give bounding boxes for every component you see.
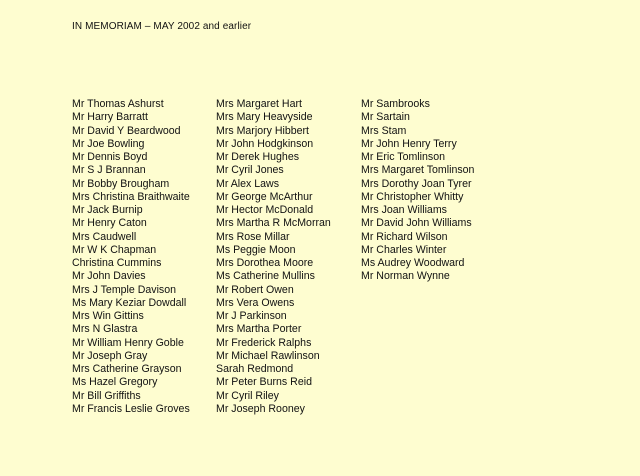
memorial-name: Mr Cyril Riley xyxy=(216,389,279,402)
memorial-name: Mr Frederick Ralphs xyxy=(216,336,312,349)
memorial-name: Mr Richard Wilson xyxy=(361,230,448,243)
memorial-name: Mr Peter Burns Reid xyxy=(216,376,312,389)
memorial-name: Mr Charles Winter xyxy=(361,243,447,256)
memorial-name: Mr Joseph Rooney xyxy=(216,402,305,415)
memorial-name: Mr William Henry Goble xyxy=(72,336,184,349)
memorial-name: Mr David Y Beardwood xyxy=(72,124,181,137)
memorial-name: Ms Peggie Moon xyxy=(216,243,296,256)
memorial-name: Mr David John Williams xyxy=(361,217,472,230)
memorial-name: Mr Robert Owen xyxy=(216,283,294,296)
memorial-name: Mr Harry Barratt xyxy=(72,111,148,124)
memorial-name: Mr Cyril Jones xyxy=(216,164,284,177)
name-column-3 xyxy=(361,98,474,284)
memorial-name: Mr W K Chapman xyxy=(72,243,157,256)
memorial-name: Mr Michael Rawlinson xyxy=(216,349,320,362)
memorial-name: Mr Sambrooks xyxy=(361,98,430,110)
memorial-name: Mr Jack Burnip xyxy=(72,204,143,216)
memorial-name: Mrs Rose Millar xyxy=(216,230,290,243)
memorial-name: Mr Eric Tomlinson xyxy=(361,151,445,163)
memorial-name: Mrs Dorothea Moore xyxy=(216,257,314,269)
memorial-name: Mrs N Glastra xyxy=(72,323,138,336)
memorial-name: Mrs Christina Braithwaite xyxy=(72,190,190,203)
name-column-2 xyxy=(216,98,331,416)
memorial-name: Mrs Margaret Hart xyxy=(216,98,302,110)
memorial-name: Mrs Stam xyxy=(361,124,407,137)
name-column-1 xyxy=(72,98,190,416)
memorial-name: Mr Henry Caton xyxy=(72,217,147,230)
memorial-name: Ms Audrey Woodward xyxy=(361,257,465,269)
memorial-name: Mrs Martha Porter xyxy=(216,323,302,336)
memorial-name: Mrs Caudwell xyxy=(72,230,137,243)
memorial-name: Mr J Parkinson xyxy=(216,310,287,322)
memorial-name: Christina Cummins xyxy=(72,257,162,269)
memorial-name: Mrs Joan Williams xyxy=(361,204,447,216)
memorial-name: Mr Bill Griffiths xyxy=(72,389,141,402)
memorial-name: Sarah Redmond xyxy=(216,363,294,375)
page-title: IN MEMORIAM – MAY 2002 and earlier xyxy=(72,21,252,32)
memorial-name: Ms Catherine Mullins xyxy=(216,270,315,283)
memorial-name: Mr Thomas Ashurst xyxy=(72,98,164,110)
memorial-name: Ms Hazel Gregory xyxy=(72,376,158,389)
memorial-name: Mrs Mary Heavyside xyxy=(216,111,313,124)
memorial-name: Mrs J Temple Davison xyxy=(72,283,177,296)
memorial-name: Mrs Dorothy Joan Tyrer xyxy=(361,177,472,190)
memorial-name: Mrs Catherine Grayson xyxy=(72,363,182,375)
memorial-name: Mrs Win Gittins xyxy=(72,310,144,322)
memorial-name: Mr Christopher Whitty xyxy=(361,190,464,203)
memorial-name: Mrs Margaret Tomlinson xyxy=(361,164,475,177)
memorial-name: Mr Francis Leslie Groves xyxy=(72,402,190,415)
memorial-name: Mr John Hodgkinson xyxy=(216,137,314,150)
memorial-name: Mr Joseph Gray xyxy=(72,349,148,362)
memorial-name: Mr Bobby Brougham xyxy=(72,177,170,190)
memorial-name: Mrs Vera Owens xyxy=(216,296,295,309)
memorial-name: Mr John Davies xyxy=(72,270,146,283)
memorial-name: Mr George McArthur xyxy=(216,190,313,203)
memorial-name: Mrs Martha R McMorran xyxy=(216,217,331,230)
memorial-name: Mr Norman Wynne xyxy=(361,270,450,283)
memorial-name: Mr Joe Bowling xyxy=(72,137,145,150)
memorial-name: Mr S J Brannan xyxy=(72,164,146,177)
memorial-name: Mr Sartain xyxy=(361,111,410,124)
memorial-name: Mrs Marjory Hibbert xyxy=(216,124,310,137)
memorial-name: Mr Hector McDonald xyxy=(216,204,314,216)
memorial-name: Ms Mary Keziar Dowdall xyxy=(72,296,187,309)
memorial-name: Mr Alex Laws xyxy=(216,177,279,190)
memorial-name: Mr Derek Hughes xyxy=(216,151,300,163)
memorial-name: Mr John Henry Terry xyxy=(361,137,457,150)
memorial-name: Mr Dennis Boyd xyxy=(72,151,148,163)
